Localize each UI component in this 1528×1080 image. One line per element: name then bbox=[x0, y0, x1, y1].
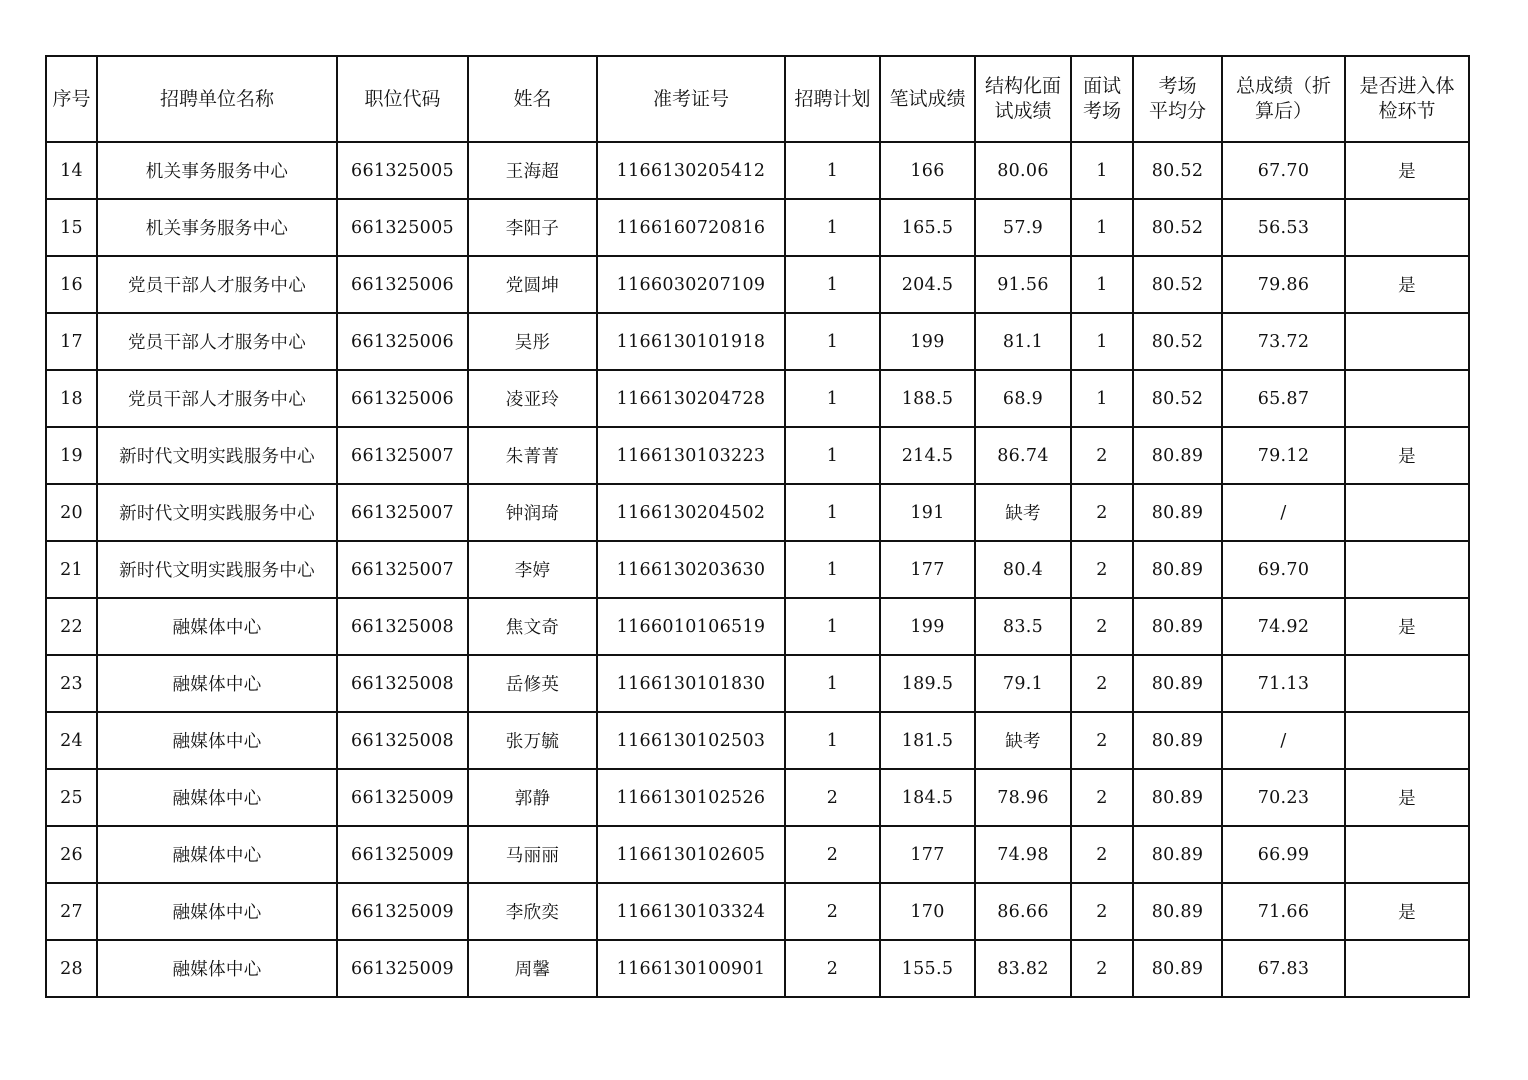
cell-total: 56.53 bbox=[1222, 199, 1345, 256]
cell-unit: 党员干部人才服务中心 bbox=[97, 370, 337, 427]
cell-position-code: 661325008 bbox=[337, 598, 468, 655]
cell-ticket: 1166130102526 bbox=[597, 769, 785, 826]
cell-name: 岳修英 bbox=[468, 655, 597, 712]
column-header-label: 考场 bbox=[1158, 75, 1197, 97]
cell-interview: 91.56 bbox=[975, 256, 1071, 313]
cell-room: 2 bbox=[1071, 712, 1133, 769]
cell-ticket: 1166130203630 bbox=[597, 541, 785, 598]
cell-unit: 新时代文明实践服务中心 bbox=[97, 427, 337, 484]
cell-avg: 80.89 bbox=[1133, 826, 1222, 883]
column-header-label: 是否进入体 bbox=[1359, 75, 1455, 97]
cell-position-code: 661325008 bbox=[337, 655, 468, 712]
column-header-plan bbox=[785, 56, 880, 142]
cell-room: 1 bbox=[1071, 313, 1133, 370]
cell-name: 张万毓 bbox=[468, 712, 597, 769]
column-header-label-line2: 平均分 bbox=[1148, 100, 1206, 122]
cell-unit: 新时代文明实践服务中心 bbox=[97, 484, 337, 541]
cell-unit: 融媒体中心 bbox=[97, 883, 337, 940]
table-body bbox=[46, 142, 1469, 997]
cell-written: 181.5 bbox=[880, 712, 975, 769]
column-header-interview bbox=[975, 56, 1071, 142]
cell-seq: 14 bbox=[46, 142, 97, 199]
cell-avg: 80.52 bbox=[1133, 313, 1222, 370]
cell-room: 2 bbox=[1071, 769, 1133, 826]
cell-room: 1 bbox=[1071, 142, 1133, 199]
cell-written: 214.5 bbox=[880, 427, 975, 484]
cell-seq: 23 bbox=[46, 655, 97, 712]
cell-position-code: 661325008 bbox=[337, 712, 468, 769]
cell-seq: 24 bbox=[46, 712, 97, 769]
cell-room: 2 bbox=[1071, 883, 1133, 940]
cell-name: 吴彤 bbox=[468, 313, 597, 370]
cell-avg: 80.89 bbox=[1133, 427, 1222, 484]
table-row bbox=[46, 769, 1469, 826]
cell-total: 70.23 bbox=[1222, 769, 1345, 826]
table-row bbox=[46, 655, 1469, 712]
cell-room: 1 bbox=[1071, 256, 1133, 313]
cell-interview: 78.96 bbox=[975, 769, 1071, 826]
cell-plan: 1 bbox=[785, 427, 880, 484]
cell-plan: 1 bbox=[785, 598, 880, 655]
cell-interview: 68.9 bbox=[975, 370, 1071, 427]
cell-ticket: 1166130100901 bbox=[597, 940, 785, 997]
cell-plan: 1 bbox=[785, 655, 880, 712]
cell-avg: 80.89 bbox=[1133, 940, 1222, 997]
cell-seq: 20 bbox=[46, 484, 97, 541]
cell-plan: 1 bbox=[785, 256, 880, 313]
cell-interview: 80.06 bbox=[975, 142, 1071, 199]
score-table bbox=[45, 55, 1470, 998]
cell-unit: 融媒体中心 bbox=[97, 940, 337, 997]
cell-avg: 80.89 bbox=[1133, 769, 1222, 826]
cell-position-code: 661325005 bbox=[337, 142, 468, 199]
cell-seq: 16 bbox=[46, 256, 97, 313]
cell-avg: 80.52 bbox=[1133, 142, 1222, 199]
cell-name: 李婷 bbox=[468, 541, 597, 598]
cell-unit: 融媒体中心 bbox=[97, 598, 337, 655]
cell-plan: 1 bbox=[785, 142, 880, 199]
cell-plan: 1 bbox=[785, 484, 880, 541]
cell-interview: 83.82 bbox=[975, 940, 1071, 997]
cell-written: 188.5 bbox=[880, 370, 975, 427]
cell-seq: 26 bbox=[46, 826, 97, 883]
cell-physical bbox=[1345, 826, 1469, 883]
cell-total: 79.86 bbox=[1222, 256, 1345, 313]
cell-total: 74.92 bbox=[1222, 598, 1345, 655]
cell-physical bbox=[1345, 541, 1469, 598]
cell-ticket: 1166130205412 bbox=[597, 142, 785, 199]
column-header-avg bbox=[1133, 56, 1222, 142]
column-header-written bbox=[880, 56, 975, 142]
header-row bbox=[46, 56, 1469, 142]
table-row bbox=[46, 427, 1469, 484]
cell-room: 2 bbox=[1071, 484, 1133, 541]
cell-position-code: 661325009 bbox=[337, 883, 468, 940]
column-header-unit bbox=[97, 56, 337, 142]
cell-interview: 83.5 bbox=[975, 598, 1071, 655]
cell-seq: 28 bbox=[46, 940, 97, 997]
column-header-name bbox=[468, 56, 597, 142]
cell-interview: 79.1 bbox=[975, 655, 1071, 712]
cell-plan: 1 bbox=[785, 712, 880, 769]
cell-unit: 融媒体中心 bbox=[97, 826, 337, 883]
cell-avg: 80.89 bbox=[1133, 883, 1222, 940]
cell-room: 2 bbox=[1071, 598, 1133, 655]
cell-physical: 是 bbox=[1345, 769, 1469, 826]
cell-written: 177 bbox=[880, 826, 975, 883]
cell-total: 71.66 bbox=[1222, 883, 1345, 940]
cell-name: 王海超 bbox=[468, 142, 597, 199]
cell-plan: 1 bbox=[785, 370, 880, 427]
cell-position-code: 661325006 bbox=[337, 313, 468, 370]
cell-written: 184.5 bbox=[880, 769, 975, 826]
cell-physical bbox=[1345, 370, 1469, 427]
cell-interview: 57.9 bbox=[975, 199, 1071, 256]
cell-total: 65.87 bbox=[1222, 370, 1345, 427]
cell-seq: 15 bbox=[46, 199, 97, 256]
cell-plan: 2 bbox=[785, 883, 880, 940]
cell-written: 165.5 bbox=[880, 199, 975, 256]
cell-position-code: 661325007 bbox=[337, 427, 468, 484]
cell-position-code: 661325005 bbox=[337, 199, 468, 256]
column-header-label: 面试 bbox=[1082, 75, 1121, 97]
cell-total: 67.83 bbox=[1222, 940, 1345, 997]
table-row bbox=[46, 370, 1469, 427]
cell-written: 177 bbox=[880, 541, 975, 598]
column-header-ticket bbox=[597, 56, 785, 142]
cell-room: 2 bbox=[1071, 427, 1133, 484]
cell-name: 焦文奇 bbox=[468, 598, 597, 655]
table-row bbox=[46, 826, 1469, 883]
column-header-label: 笔试成绩 bbox=[889, 87, 966, 110]
cell-avg: 80.89 bbox=[1133, 541, 1222, 598]
cell-seq: 22 bbox=[46, 598, 97, 655]
cell-physical bbox=[1345, 484, 1469, 541]
cell-room: 2 bbox=[1071, 541, 1133, 598]
cell-room: 2 bbox=[1071, 826, 1133, 883]
cell-ticket: 1166130103223 bbox=[597, 427, 785, 484]
cell-avg: 80.52 bbox=[1133, 256, 1222, 313]
score-sheet bbox=[45, 55, 1470, 998]
cell-avg: 80.89 bbox=[1133, 655, 1222, 712]
cell-interview: 81.1 bbox=[975, 313, 1071, 370]
cell-plan: 2 bbox=[785, 940, 880, 997]
table-row bbox=[46, 256, 1469, 313]
column-header-label: 招聘计划 bbox=[794, 87, 871, 110]
cell-written: 191 bbox=[880, 484, 975, 541]
cell-total: 79.12 bbox=[1222, 427, 1345, 484]
cell-ticket: 1166160720816 bbox=[597, 199, 785, 256]
cell-physical: 是 bbox=[1345, 883, 1469, 940]
cell-room: 2 bbox=[1071, 940, 1133, 997]
table-row bbox=[46, 940, 1469, 997]
cell-physical bbox=[1345, 655, 1469, 712]
column-header-label: 招聘单位名称 bbox=[159, 87, 274, 110]
cell-name: 李欣奕 bbox=[468, 883, 597, 940]
cell-ticket: 1166130101918 bbox=[597, 313, 785, 370]
cell-name: 马丽丽 bbox=[468, 826, 597, 883]
cell-name: 郭静 bbox=[468, 769, 597, 826]
cell-room: 1 bbox=[1071, 199, 1133, 256]
cell-unit: 党员干部人才服务中心 bbox=[97, 313, 337, 370]
cell-total: 67.70 bbox=[1222, 142, 1345, 199]
cell-seq: 21 bbox=[46, 541, 97, 598]
cell-avg: 80.52 bbox=[1133, 199, 1222, 256]
cell-physical bbox=[1345, 712, 1469, 769]
cell-physical: 是 bbox=[1345, 142, 1469, 199]
cell-interview: 缺考 bbox=[975, 484, 1071, 541]
cell-avg: 80.52 bbox=[1133, 370, 1222, 427]
cell-total: 73.72 bbox=[1222, 313, 1345, 370]
cell-unit: 融媒体中心 bbox=[97, 655, 337, 712]
cell-seq: 19 bbox=[46, 427, 97, 484]
cell-position-code: 661325009 bbox=[337, 826, 468, 883]
cell-total: 71.13 bbox=[1222, 655, 1345, 712]
table-row bbox=[46, 598, 1469, 655]
cell-position-code: 661325007 bbox=[337, 541, 468, 598]
column-header-label: 职位代码 bbox=[364, 87, 441, 110]
cell-position-code: 661325009 bbox=[337, 940, 468, 997]
cell-written: 204.5 bbox=[880, 256, 975, 313]
cell-physical bbox=[1345, 940, 1469, 997]
column-header-label: 准考证号 bbox=[652, 87, 729, 110]
cell-total: 66.99 bbox=[1222, 826, 1345, 883]
column-header-label: 姓名 bbox=[513, 87, 552, 110]
cell-ticket: 1166130102503 bbox=[597, 712, 785, 769]
cell-written: 199 bbox=[880, 313, 975, 370]
cell-ticket: 1166130204502 bbox=[597, 484, 785, 541]
cell-room: 1 bbox=[1071, 370, 1133, 427]
cell-written: 166 bbox=[880, 142, 975, 199]
cell-total: 69.70 bbox=[1222, 541, 1345, 598]
table-row bbox=[46, 313, 1469, 370]
cell-ticket: 1166130204728 bbox=[597, 370, 785, 427]
cell-avg: 80.89 bbox=[1133, 484, 1222, 541]
cell-name: 周馨 bbox=[468, 940, 597, 997]
cell-unit: 党员干部人才服务中心 bbox=[97, 256, 337, 313]
column-header-physical bbox=[1345, 56, 1469, 142]
cell-total: / bbox=[1222, 484, 1345, 541]
column-header-label: 序号 bbox=[52, 87, 91, 110]
cell-avg: 80.89 bbox=[1133, 712, 1222, 769]
cell-avg: 80.89 bbox=[1133, 598, 1222, 655]
cell-seq: 17 bbox=[46, 313, 97, 370]
table-row bbox=[46, 199, 1469, 256]
cell-ticket: 1166030207109 bbox=[597, 256, 785, 313]
cell-ticket: 1166130102605 bbox=[597, 826, 785, 883]
cell-unit: 融媒体中心 bbox=[97, 712, 337, 769]
cell-seq: 25 bbox=[46, 769, 97, 826]
cell-physical: 是 bbox=[1345, 256, 1469, 313]
table-row bbox=[46, 484, 1469, 541]
table-row bbox=[46, 142, 1469, 199]
cell-physical: 是 bbox=[1345, 427, 1469, 484]
cell-physical: 是 bbox=[1345, 598, 1469, 655]
column-header-label-line2: 考场 bbox=[1082, 100, 1121, 122]
column-header-label: 结构化面 bbox=[984, 75, 1061, 97]
column-header-label-line2: 算后） bbox=[1254, 100, 1312, 122]
column-header-total bbox=[1222, 56, 1345, 142]
column-header-label: 总成绩（折 bbox=[1235, 75, 1331, 97]
cell-position-code: 661325009 bbox=[337, 769, 468, 826]
cell-seq: 27 bbox=[46, 883, 97, 940]
cell-ticket: 1166130103324 bbox=[597, 883, 785, 940]
cell-written: 189.5 bbox=[880, 655, 975, 712]
column-header-position-code bbox=[337, 56, 468, 142]
cell-plan: 1 bbox=[785, 199, 880, 256]
cell-unit: 新时代文明实践服务中心 bbox=[97, 541, 337, 598]
cell-name: 朱菁菁 bbox=[468, 427, 597, 484]
cell-interview: 74.98 bbox=[975, 826, 1071, 883]
column-header-room bbox=[1071, 56, 1133, 142]
cell-position-code: 661325006 bbox=[337, 256, 468, 313]
cell-physical bbox=[1345, 199, 1469, 256]
cell-name: 凌亚玲 bbox=[468, 370, 597, 427]
cell-unit: 机关事务服务中心 bbox=[97, 199, 337, 256]
cell-written: 199 bbox=[880, 598, 975, 655]
table-row bbox=[46, 541, 1469, 598]
cell-written: 170 bbox=[880, 883, 975, 940]
table-row bbox=[46, 712, 1469, 769]
cell-position-code: 661325007 bbox=[337, 484, 468, 541]
cell-interview: 86.66 bbox=[975, 883, 1071, 940]
cell-ticket: 1166010106519 bbox=[597, 598, 785, 655]
column-header-seq bbox=[46, 56, 97, 142]
cell-interview: 80.4 bbox=[975, 541, 1071, 598]
cell-plan: 1 bbox=[785, 541, 880, 598]
column-header-label-line2: 试成绩 bbox=[994, 100, 1052, 122]
cell-ticket: 1166130101830 bbox=[597, 655, 785, 712]
cell-seq: 18 bbox=[46, 370, 97, 427]
cell-name: 李阳子 bbox=[468, 199, 597, 256]
cell-written: 155.5 bbox=[880, 940, 975, 997]
column-header-label-line2: 检环节 bbox=[1378, 100, 1436, 122]
cell-physical bbox=[1345, 313, 1469, 370]
cell-interview: 86.74 bbox=[975, 427, 1071, 484]
cell-name: 党圆坤 bbox=[468, 256, 597, 313]
cell-unit: 机关事务服务中心 bbox=[97, 142, 337, 199]
cell-plan: 2 bbox=[785, 769, 880, 826]
cell-position-code: 661325006 bbox=[337, 370, 468, 427]
cell-plan: 2 bbox=[785, 826, 880, 883]
cell-room: 2 bbox=[1071, 655, 1133, 712]
table-row bbox=[46, 883, 1469, 940]
cell-plan: 1 bbox=[785, 313, 880, 370]
cell-unit: 融媒体中心 bbox=[97, 769, 337, 826]
cell-name: 钟润琦 bbox=[468, 484, 597, 541]
cell-interview: 缺考 bbox=[975, 712, 1071, 769]
cell-total: / bbox=[1222, 712, 1345, 769]
